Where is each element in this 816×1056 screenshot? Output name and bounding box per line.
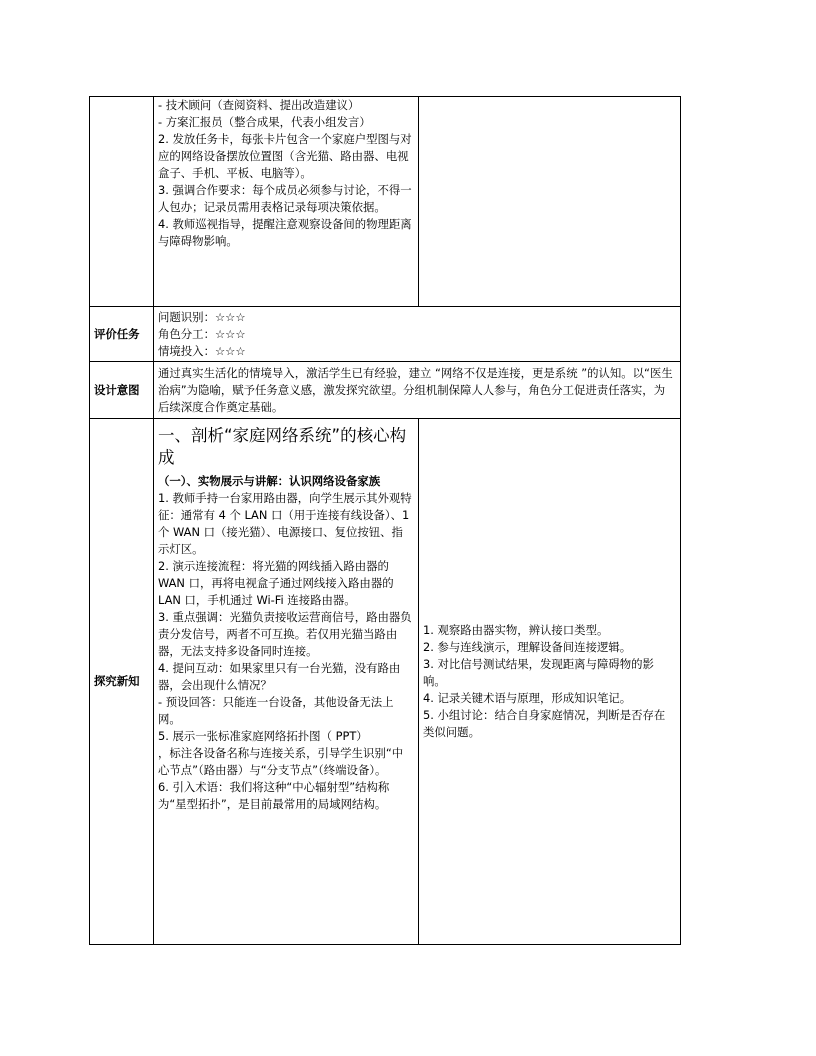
- table-row: [90, 97, 681, 307]
- design-intent-text: 通过真实生活化的情境导入，激活学生已有经验，建立 “网络不仅是连接，更是系统 ”的认知。以“医生治病”为隐喻，赋予任务意义感，激发探究欲望。分组机制保障人人参与，角色分工促进责任落实，为后续深度合作奠定基础。: [158, 365, 673, 414]
- design-intent-cell: [154, 362, 681, 419]
- evaluation-item: 情境投入：☆☆☆: [158, 343, 246, 358]
- table-row: [90, 362, 681, 419]
- list-item: 3. 强调合作要求：每个成员必须参与讨论，不得一人包办；记录员需用表格记录每项决策依据。: [158, 183, 412, 214]
- rating-stars: ☆☆☆: [214, 309, 246, 324]
- list-item: 4. 教师巡视指导，提醒注意观察设备间的物理距离与障碍物影响。: [158, 217, 412, 248]
- list-item: 5. 小组讨论：结合自身家庭情况，判断是否存在类似问题。: [423, 708, 666, 739]
- evaluation-cell: [154, 307, 681, 362]
- rating-stars: ☆☆☆: [214, 343, 246, 358]
- teacher-activity-cell: [154, 419, 419, 945]
- teacher-activity-cell: [154, 97, 419, 307]
- list-item: 2. 演示连接流程：将光猫的网线插入路由器的 WAN 口，再将电视盒子通过网线接入路由器的 LAN 口，手机通过 Wi-Fi 连接路由器。: [158, 559, 394, 607]
- list-item: 1. 观察路由器实物，辨认接口类型。: [423, 623, 609, 637]
- list-item: 2. 参与连线演示，理解设备间连接逻辑。: [423, 640, 632, 654]
- list-item: 4. 记录关键术语与原理，形成知识笔记。: [423, 691, 632, 705]
- list-item: 3. 对比信号测试结果，发现距离与障碍物的影响。: [423, 657, 654, 688]
- list-item: - 预设回答：只能连一台设备，其他设备无法上网。: [158, 695, 394, 726]
- section-heading: 一、剖析“家庭网络系统”的核心构成: [158, 426, 407, 467]
- rating-stars: ☆☆☆: [214, 326, 246, 341]
- student-activity-cell: [419, 419, 681, 945]
- row-label-evaluation: 评价任务: [90, 307, 154, 362]
- list-item: ，标注各设备名称与连接关系，引导学生识别“中心节点”（路由器）与“分支节点”（终端设备）。: [158, 746, 404, 777]
- list-item: 3. 重点强调：光猫负责接收运营商信号，路由器负责分发信号，两者不可互换。若仅用光猫当路由器，无法支持多设备同时连接。: [158, 610, 412, 658]
- evaluation-item: 问题识别：☆☆☆: [158, 309, 246, 324]
- evaluation-item: 角色分工：☆☆☆: [158, 326, 246, 341]
- list-item: - 方案汇报员（整合成果，代表小组发言）: [158, 115, 371, 129]
- list-item: - 技术顾问（查阅资料、提出改造建议）: [158, 98, 360, 112]
- list-item: 5. 展示一张标准家庭网络拓扑图（ PPT）: [158, 729, 368, 743]
- table-row: [90, 307, 681, 362]
- list-item: 4. 提问互动：如果家里只有一台光猫，没有路由器，会出现什么情况？: [158, 661, 401, 692]
- row-label-empty: [90, 97, 154, 307]
- student-activity-cell: [419, 97, 681, 307]
- section-subheading: （一）、实物展示与讲解：认识网络设备家族: [158, 474, 381, 488]
- list-item: 2. 发放任务卡，每张卡片包含一个家庭户型图与对应的网络设备摆放位置图（含光猫、路由器、电视盒子、手机、平板、电脑等）。: [158, 132, 412, 180]
- lesson-plan-table: [89, 96, 681, 945]
- table-row: [90, 419, 681, 945]
- row-label-explore: 探究新知: [90, 419, 154, 945]
- row-label-design-intent: 设计意图: [90, 362, 154, 419]
- list-item: 1. 教师手持一台家用路由器，向学生展示其外观特征：通常有 4 个 LAN 口（用于连接有线设备）、1 个 WAN 口（接光猫）、电源接口、复位按钮、指示灯区。: [158, 491, 412, 556]
- list-item: 6. 引入术语：我们将这种“中心辐射型”结构称为“星型拓扑”，是目前最常用的局域网结构。: [158, 780, 390, 811]
